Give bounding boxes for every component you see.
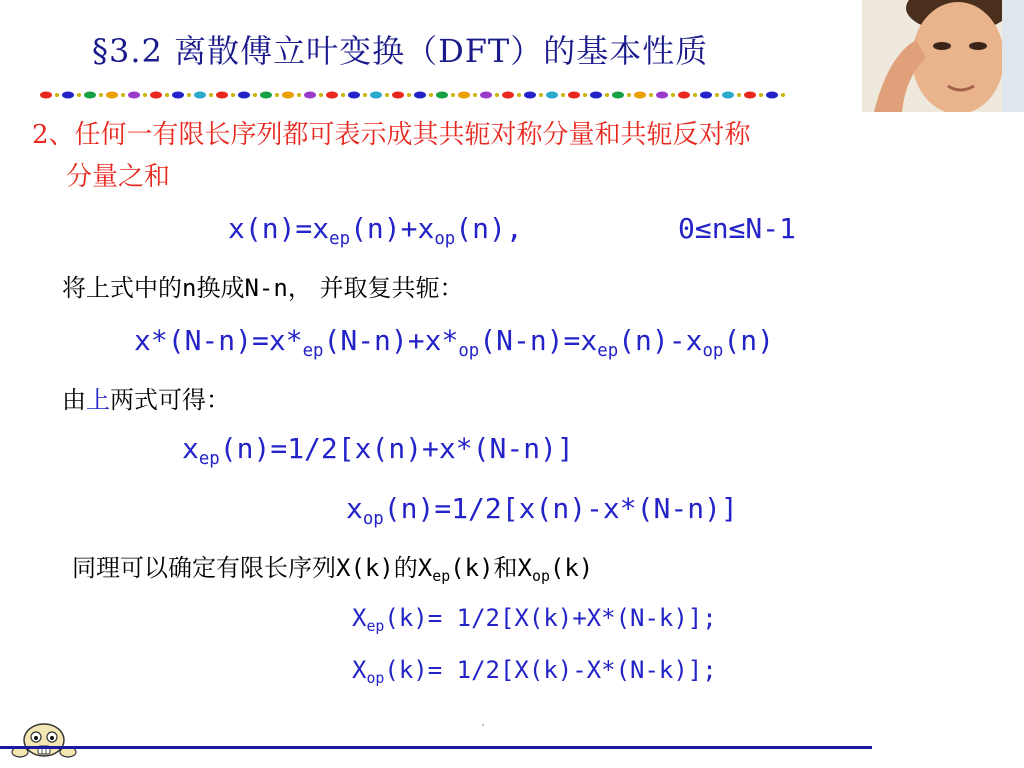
bead <box>568 92 580 99</box>
bead-spacer <box>363 93 367 97</box>
item-number: 2、 <box>32 120 75 150</box>
step3-sub-ep: ep <box>432 567 451 586</box>
bead-spacer <box>297 93 301 97</box>
bead-spacer <box>341 93 345 97</box>
bead <box>260 92 272 99</box>
eq2-p2: (N-n)+x* <box>323 324 459 357</box>
step-replace-text <box>62 268 463 303</box>
bead <box>546 92 558 99</box>
eq2-sub-op2: op <box>702 341 724 362</box>
step3-d: X <box>417 554 433 582</box>
step-derive-text <box>62 380 230 415</box>
footer-line <box>0 746 872 749</box>
bead-spacer <box>231 93 235 97</box>
bead <box>700 92 712 99</box>
cartoon-mascot-icon <box>2 722 86 764</box>
bead-spacer <box>407 93 411 97</box>
bead-spacer <box>99 93 103 97</box>
bead-spacer <box>209 93 213 97</box>
eq1-sub-op: op <box>434 229 456 250</box>
step3-h: (k) <box>549 554 594 582</box>
step3-f: 和 <box>493 554 518 582</box>
bead <box>480 92 492 99</box>
bead <box>392 92 404 99</box>
eq3-body: (n)=1/2[x(n)+x*(N-n)] <box>219 432 574 465</box>
bead <box>172 92 184 99</box>
bead <box>238 92 250 99</box>
eq6-sub-op: op <box>366 669 385 688</box>
eq2-p1: x*(N-n)=x* <box>134 324 303 357</box>
bead-spacer <box>275 93 279 97</box>
bead-spacer <box>671 93 675 97</box>
step3-e: (k) <box>450 554 494 582</box>
step1-c: 换成 <box>196 274 245 302</box>
equation-Xep <box>352 604 717 636</box>
equation-xop <box>346 492 738 530</box>
eq2-p3: (N-n)=x <box>479 324 598 357</box>
bead <box>612 92 624 99</box>
eq1-lhs: x(n)=x <box>228 212 330 245</box>
bead <box>194 92 206 99</box>
step2-b: 上 <box>86 386 110 414</box>
equation-conjugate <box>134 324 774 362</box>
bead-spacer <box>781 93 785 97</box>
bead <box>744 92 756 99</box>
bead-spacer <box>759 93 763 97</box>
bead-spacer <box>715 93 719 97</box>
eq2-sub-ep2: ep <box>597 341 619 362</box>
bead-spacer <box>605 93 609 97</box>
bead <box>656 92 668 99</box>
eq5-x: X <box>352 604 367 632</box>
step1-a: 将上式中的 <box>62 274 182 302</box>
bead-divider <box>40 88 790 102</box>
bead-spacer <box>385 93 389 97</box>
bead-spacer <box>187 93 191 97</box>
eq4-sub-op: op <box>362 509 384 530</box>
step-similarly-text <box>72 548 594 586</box>
eq3-sub-ep: ep <box>198 449 220 470</box>
bead <box>128 92 140 99</box>
step2-a: 由 <box>62 386 86 414</box>
bead <box>40 92 52 99</box>
eq6-body: (k)= 1/2[X(k)-X*(N-k)]; <box>384 656 717 684</box>
eq2-sub-op: op <box>458 341 480 362</box>
stray-dot <box>482 724 484 726</box>
step3-b: X(k) <box>336 554 394 582</box>
bead <box>414 92 426 99</box>
item-text: 任何一有限长序列都可表示成其共轭对称分量和共轭反对称 <box>74 120 751 150</box>
item-heading-line2: 分量之和 <box>66 162 171 192</box>
bead <box>458 92 470 99</box>
bead <box>150 92 162 99</box>
bead <box>370 92 382 99</box>
bead <box>524 92 536 99</box>
eq2-p4: (n)-x <box>618 324 703 357</box>
bead-spacer <box>693 93 697 97</box>
step1-d: N-n <box>244 274 288 302</box>
bead <box>502 92 514 99</box>
step1-b: n <box>182 274 197 302</box>
equation-Xop <box>352 656 717 688</box>
bead-spacer <box>583 93 587 97</box>
eq1-mid: (n)+x <box>350 212 435 245</box>
step3-sub-op: op <box>531 567 550 586</box>
bead <box>282 92 294 99</box>
bead-spacer <box>77 93 81 97</box>
bead-spacer <box>495 93 499 97</box>
bead <box>590 92 602 99</box>
bead-spacer <box>561 93 565 97</box>
bead-spacer <box>473 93 477 97</box>
eq4-x: x <box>346 492 363 525</box>
page-title: §3.2 离散傅立叶变换（DFT）的基本性质 <box>92 32 709 70</box>
bead-spacer <box>143 93 147 97</box>
step2-c: 两式可得： <box>110 386 230 414</box>
eq6-x: X <box>352 656 367 684</box>
bead <box>106 92 118 99</box>
bead-spacer <box>165 93 169 97</box>
equation-xep <box>182 432 574 470</box>
bead-spacer <box>55 93 59 97</box>
eq2-p5: (n) <box>723 324 774 357</box>
bead-spacer <box>429 93 433 97</box>
eq3-x: x <box>182 432 199 465</box>
step3-a: 同理可以确定有限长序列 <box>72 554 336 582</box>
bead-spacer <box>517 93 521 97</box>
step3-c: 的 <box>393 554 418 582</box>
bead <box>634 92 646 99</box>
eq5-body: (k)= 1/2[X(k)+X*(N-k)]; <box>384 604 717 632</box>
eq1-sub-ep: ep <box>329 229 351 250</box>
bead <box>722 92 734 99</box>
equation-decomposition <box>228 212 523 250</box>
bead <box>62 92 74 99</box>
bead <box>766 92 778 99</box>
bead <box>678 92 690 99</box>
bead <box>304 92 316 99</box>
eq4-body: (n)=1/2[x(n)-x*(N-n)] <box>383 492 738 525</box>
bead <box>216 92 228 99</box>
step1-e: ， 并取复共轭： <box>287 274 464 302</box>
bead-spacer <box>253 93 257 97</box>
bead <box>436 92 448 99</box>
bead-spacer <box>319 93 323 97</box>
bead-spacer <box>451 93 455 97</box>
bead <box>348 92 360 99</box>
eq1-rhs: (n), <box>455 212 523 245</box>
bead-spacer <box>539 93 543 97</box>
step3-g: X <box>517 554 532 582</box>
equation-range: 0≤n≤N-1 <box>678 212 797 245</box>
bead <box>84 92 96 99</box>
man-portrait-photo <box>862 0 1024 112</box>
bead-spacer <box>121 93 125 97</box>
bead-spacer <box>737 93 741 97</box>
item-heading-line1 <box>32 114 751 151</box>
eq5-sub-ep: ep <box>366 617 385 636</box>
bead <box>326 92 338 99</box>
bead-spacer <box>627 93 631 97</box>
bead-spacer <box>649 93 653 97</box>
eq2-sub-ep: ep <box>302 341 324 362</box>
